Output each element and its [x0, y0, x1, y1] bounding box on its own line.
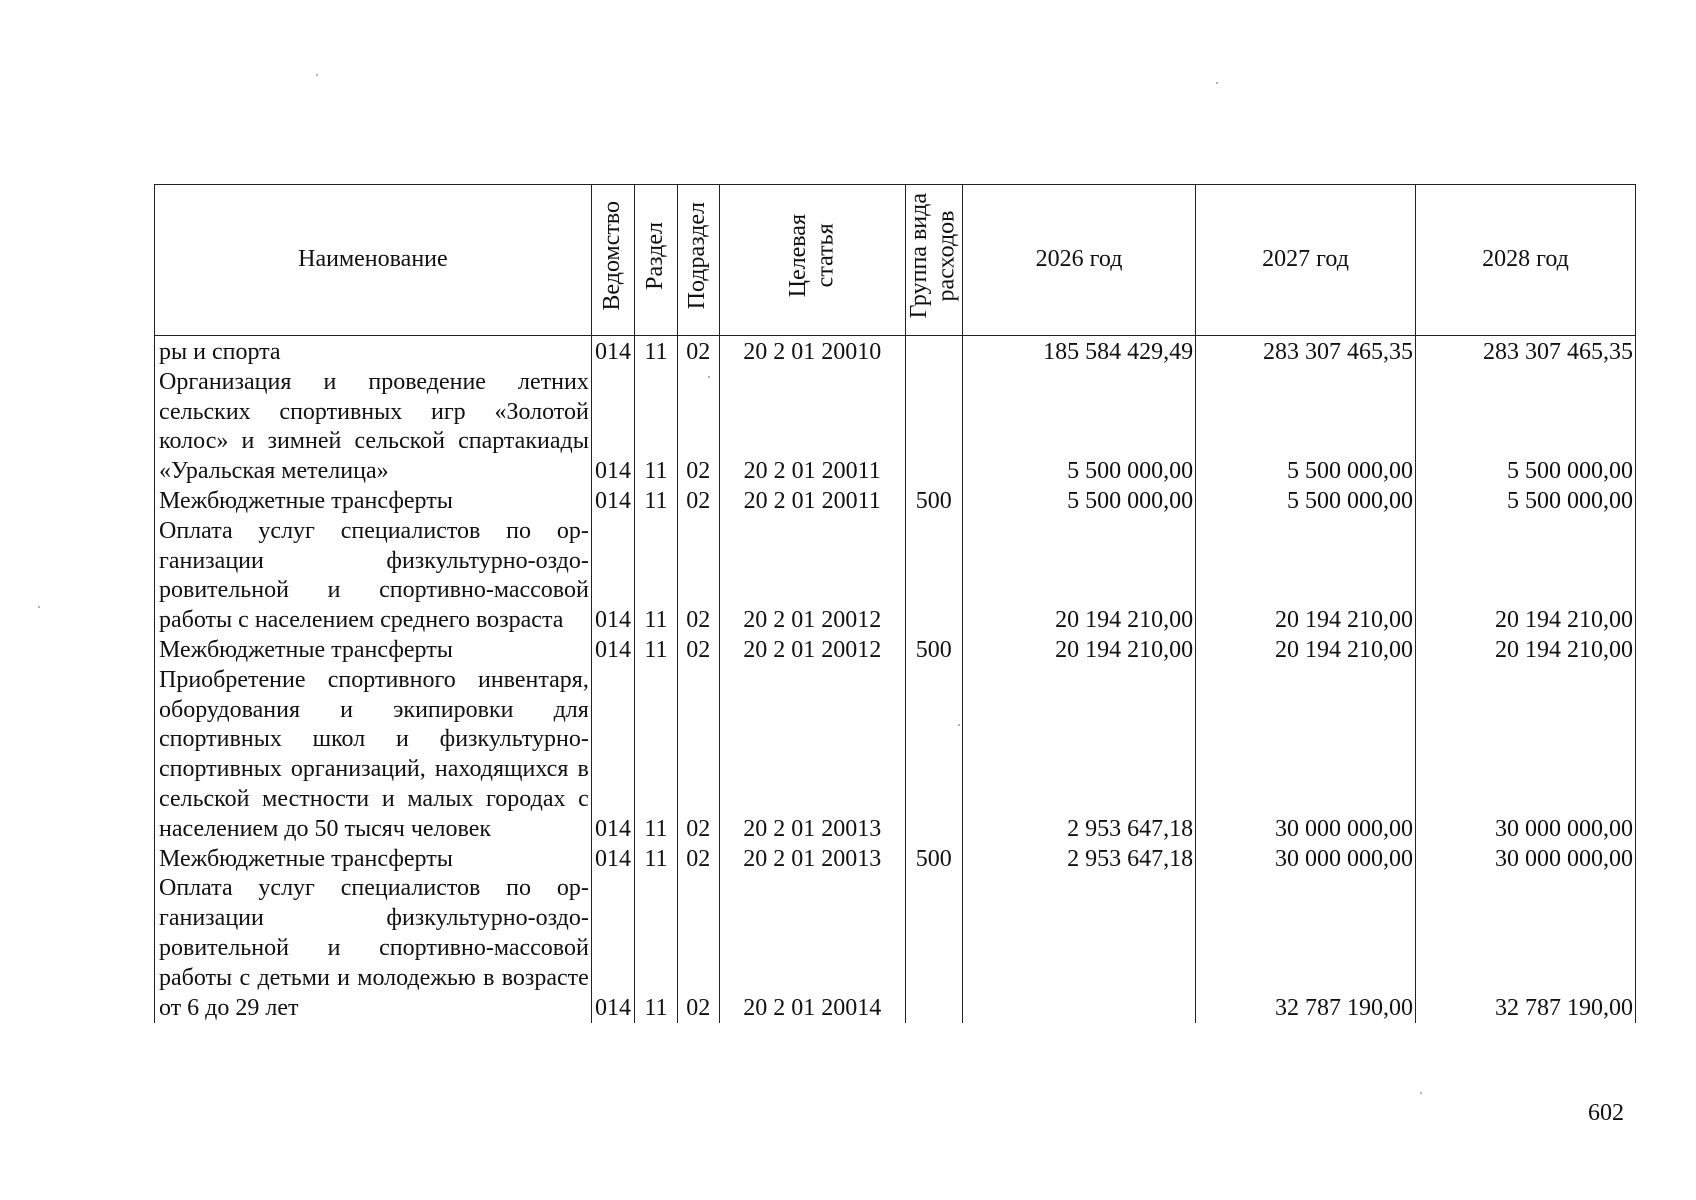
row-amount-2027: 5 500 000,00	[1196, 368, 1416, 487]
row-gruppa	[905, 666, 963, 845]
scan-speck	[38, 606, 40, 608]
row-name: Оплата услуг специалистов по организации физкультурно-оздоровительной и спортивно-массовой работы с населением среднего возраста	[155, 517, 592, 636]
table-body	[155, 336, 1636, 1024]
row-vedomstvo: 014	[591, 636, 634, 666]
row-vedomstvo: 014	[591, 517, 634, 636]
table-header	[155, 185, 1636, 336]
row-tselevaya-statya: 20 2 01 20013	[719, 845, 905, 875]
row-amount-2027: 283 307 465,35	[1196, 336, 1416, 368]
row-razdel: 11	[635, 487, 677, 517]
row-amount-2027: 20 194 210,00	[1196, 636, 1416, 666]
row-amount-2028: 20 194 210,00	[1416, 517, 1636, 636]
row-amount-2026: 2 953 647,18	[963, 666, 1196, 845]
row-amount-2028: 32 787 190,00	[1416, 874, 1636, 1023]
row-podrazdel: 02	[677, 636, 719, 666]
row-razdel: 11	[635, 336, 677, 368]
budget-table	[154, 184, 1636, 1023]
row-tselevaya-statya: 20 2 01 20012	[719, 636, 905, 666]
page-number: 602	[1588, 1100, 1624, 1126]
row-vedomstvo: 014	[591, 487, 634, 517]
row-podrazdel: 02	[677, 336, 719, 368]
row-amount-2027: 30 000 000,00	[1196, 845, 1416, 875]
row-razdel: 11	[635, 666, 677, 845]
row-tselevaya-statya: 20 2 01 20014	[719, 874, 905, 1023]
row-gruppa	[905, 874, 963, 1023]
header-razdel: Раздел	[635, 185, 677, 336]
header-year-2026: 2026 год	[963, 185, 1196, 336]
row-podrazdel: 02	[677, 517, 719, 636]
row-amount-2028: 5 500 000,00	[1416, 487, 1636, 517]
scan-speck	[1216, 82, 1218, 84]
row-gruppa	[905, 368, 963, 487]
row-gruppa: 500	[905, 636, 963, 666]
row-amount-2027: 20 194 210,00	[1196, 517, 1416, 636]
row-amount-2026	[963, 874, 1196, 1023]
row-tselevaya-statya: 20 2 01 20011	[719, 368, 905, 487]
row-amount-2026: 5 500 000,00	[963, 487, 1196, 517]
row-podrazdel: 02	[677, 487, 719, 517]
row-amount-2026: 20 194 210,00	[963, 517, 1196, 636]
table-row	[155, 517, 1636, 636]
table-row	[155, 487, 1636, 517]
row-tselevaya-statya: 20 2 01 20010	[719, 336, 905, 368]
row-name: Приобретение спортивного инвентаря, оборудования и экипировки для спортивных школ и физкультурно-спортивных организаций, находящихся в сельской местности и малых городах с населением до 50 тысяч человек	[155, 666, 592, 845]
row-name: Организация и проведение летних сельских спортивных игр «Золотой колос» и зимней сельской спартакиады «Уральская метелица»	[155, 368, 592, 487]
row-name: Межбюджетные трансферты	[155, 845, 592, 875]
row-podrazdel: 02	[677, 874, 719, 1023]
header-podrazdel: Подраздел	[677, 185, 719, 336]
row-vedomstvo: 014	[591, 874, 634, 1023]
row-podrazdel: 02	[677, 666, 719, 845]
row-amount-2027: 30 000 000,00	[1196, 666, 1416, 845]
row-podrazdel: 02	[677, 368, 719, 487]
row-amount-2026: 20 194 210,00	[963, 636, 1196, 666]
scan-speck	[316, 74, 318, 76]
row-gruppa: 500	[905, 487, 963, 517]
row-amount-2026: 5 500 000,00	[963, 368, 1196, 487]
row-tselevaya-statya: 20 2 01 20013	[719, 666, 905, 845]
row-razdel: 11	[635, 368, 677, 487]
header-vedomstvo: Ведомство	[591, 185, 634, 336]
table-row	[155, 845, 1636, 875]
row-amount-2026: 185 584 429,49	[963, 336, 1196, 368]
table-row	[155, 874, 1636, 1023]
row-razdel: 11	[635, 636, 677, 666]
row-tselevaya-statya: 20 2 01 20012	[719, 517, 905, 636]
row-amount-2027: 32 787 190,00	[1196, 874, 1416, 1023]
row-vedomstvo: 014	[591, 336, 634, 368]
scan-speck	[708, 376, 710, 378]
header-gruppa-vida-rashodov: Группа вида расходов	[905, 185, 963, 336]
table-row	[155, 336, 1636, 368]
row-razdel: 11	[635, 845, 677, 875]
row-gruppa	[905, 517, 963, 636]
row-tselevaya-statya: 20 2 01 20011	[719, 487, 905, 517]
scan-speck	[1420, 1092, 1422, 1094]
row-amount-2028: 20 194 210,00	[1416, 636, 1636, 666]
row-amount-2028: 30 000 000,00	[1416, 845, 1636, 875]
row-razdel: 11	[635, 517, 677, 636]
row-vedomstvo: 014	[591, 845, 634, 875]
header-name: Наименование	[155, 185, 592, 336]
header-tselevaya-statya: Целевая статья	[719, 185, 905, 336]
row-name: Оплата услуг специалистов по организации физкультурно-оздоровительной и спортивно-массовой работы с детьми и молодежью в возрасте от 6 до 29 лет	[155, 874, 592, 1023]
row-amount-2028: 283 307 465,35	[1416, 336, 1636, 368]
header-year-2027: 2027 год	[1196, 185, 1416, 336]
header-year-2028: 2028 год	[1416, 185, 1636, 336]
row-amount-2027: 5 500 000,00	[1196, 487, 1416, 517]
row-name: Межбюджетные трансферты	[155, 487, 592, 517]
row-vedomstvo: 014	[591, 368, 634, 487]
row-amount-2028: 30 000 000,00	[1416, 666, 1636, 845]
row-vedomstvo: 014	[591, 666, 634, 845]
table-row	[155, 368, 1636, 487]
table-row	[155, 666, 1636, 845]
table-row	[155, 636, 1636, 666]
row-name: ры и спорта	[155, 336, 592, 368]
row-amount-2026: 2 953 647,18	[963, 845, 1196, 875]
scan-speck	[958, 724, 960, 726]
row-name: Межбюджетные трансферты	[155, 636, 592, 666]
row-gruppa	[905, 336, 963, 368]
row-podrazdel: 02	[677, 845, 719, 875]
row-razdel: 11	[635, 874, 677, 1023]
row-amount-2028: 5 500 000,00	[1416, 368, 1636, 487]
row-gruppa: 500	[905, 845, 963, 875]
